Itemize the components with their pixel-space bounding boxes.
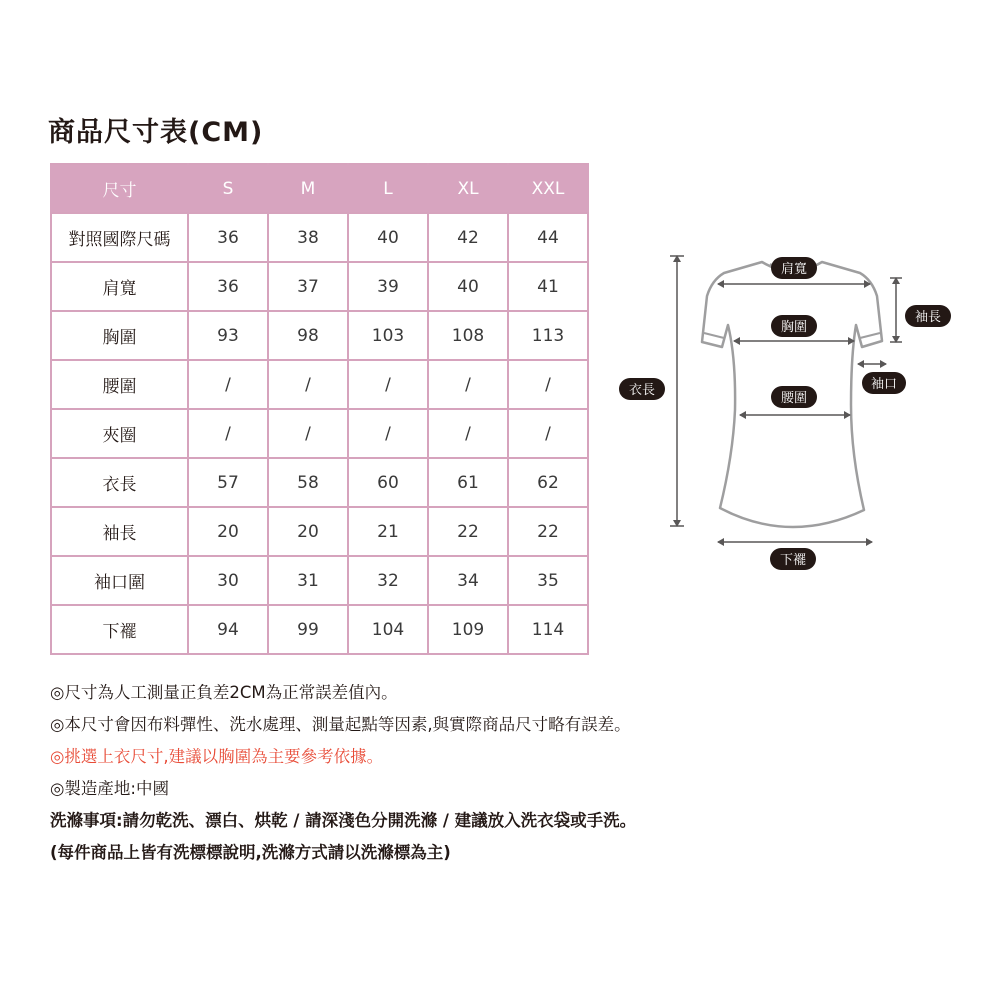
label-hem — [770, 548, 816, 570]
note-chest-reference: ◎挑選上衣尺寸,建議以胸圍為主要參考依據。 — [50, 747, 384, 766]
table-row — [51, 213, 588, 262]
table-cell: / — [188, 360, 268, 409]
table-cell: 104 — [348, 605, 428, 654]
label-sleeve-length — [905, 305, 951, 327]
table-cell: / — [508, 360, 588, 409]
table-cell: 38 — [268, 213, 348, 262]
table-row — [51, 360, 588, 409]
row-label: 胸圍 — [51, 311, 188, 360]
label-chest — [771, 315, 817, 337]
header-cell: L — [348, 164, 428, 213]
note-origin: ◎製造產地:中國 — [50, 779, 169, 798]
table-cell: 40 — [428, 262, 508, 311]
table-cell: 58 — [268, 458, 348, 507]
row-label: 對照國際尺碼 — [51, 213, 188, 262]
table-cell: 109 — [428, 605, 508, 654]
table-row — [51, 556, 588, 605]
header-cell: XXL — [508, 164, 588, 213]
row-label: 腰圍 — [51, 360, 188, 409]
row-label: 衣長 — [51, 458, 188, 507]
table-cell: 39 — [348, 262, 428, 311]
table-row — [51, 262, 588, 311]
table-cell: / — [348, 360, 428, 409]
label-shoulder — [771, 257, 817, 279]
note-washing-label: (每件商品上皆有洗標標說明,洗滌方式請以洗滌標為主) — [50, 843, 451, 862]
table-cell: 34 — [428, 556, 508, 605]
table-row — [51, 605, 588, 654]
row-label: 袖長 — [51, 507, 188, 556]
label-hem-text: 下襬 — [779, 553, 807, 568]
table-cell: 36 — [188, 262, 268, 311]
label-waist-text: 腰圍 — [780, 391, 808, 406]
table-cell: 35 — [508, 556, 588, 605]
label-cuff — [862, 372, 906, 394]
table-cell: / — [348, 409, 428, 458]
table-row — [51, 458, 588, 507]
label-shoulder-text: 肩寬 — [780, 262, 808, 277]
table-cell: 103 — [348, 311, 428, 360]
table-cell: 62 — [508, 458, 588, 507]
measurement-diagram — [600, 240, 960, 580]
notes — [50, 678, 636, 870]
label-waist — [771, 386, 817, 408]
table-cell: 57 — [188, 458, 268, 507]
table-cell: 108 — [428, 311, 508, 360]
header-cell: XL — [428, 164, 508, 213]
table-cell: 37 — [268, 262, 348, 311]
header-cell: M — [268, 164, 348, 213]
note-washing: 洗滌事項:請勿乾洗、漂白、烘乾 / 請深淺色分開洗滌 / 建議放入洗衣袋或手洗。 — [50, 811, 637, 830]
table-cell: 20 — [188, 507, 268, 556]
size-table — [50, 163, 589, 655]
table-cell: 36 — [188, 213, 268, 262]
table-cell: 32 — [348, 556, 428, 605]
label-chest-text: 胸圍 — [780, 320, 808, 335]
table-cell: / — [428, 409, 508, 458]
table-row — [51, 311, 588, 360]
table-cell: / — [428, 360, 508, 409]
row-label: 肩寬 — [51, 262, 188, 311]
table-cell: 41 — [508, 262, 588, 311]
table-cell: / — [268, 360, 348, 409]
table-cell: 114 — [508, 605, 588, 654]
row-label: 夾圈 — [51, 409, 188, 458]
table-cell: 93 — [188, 311, 268, 360]
table-cell: / — [268, 409, 348, 458]
table-cell: 21 — [348, 507, 428, 556]
note-variation: ◎本尺寸會因布料彈性、洗水處理、測量起點等因素,與實際商品尺寸略有誤差。 — [50, 715, 631, 734]
row-label: 袖口圍 — [51, 556, 188, 605]
table-cell: 61 — [428, 458, 508, 507]
table-cell: 94 — [188, 605, 268, 654]
table-cell: 22 — [428, 507, 508, 556]
table-cell: 98 — [268, 311, 348, 360]
table-cell: 22 — [508, 507, 588, 556]
table-cell: 42 — [428, 213, 508, 262]
label-cuff-text: 袖口 — [870, 377, 898, 392]
table-cell: 20 — [268, 507, 348, 556]
row-label: 下襬 — [51, 605, 188, 654]
label-length-text: 衣長 — [628, 383, 656, 398]
label-sleeve-length-text: 袖長 — [914, 310, 942, 325]
header-cell: S — [188, 164, 268, 213]
table-row — [51, 507, 588, 556]
table-cell: / — [508, 409, 588, 458]
note-tolerance: ◎尺寸為人工測量正負差2CM為正常誤差值內。 — [50, 683, 398, 702]
label-length — [619, 378, 665, 400]
table-cell: 99 — [268, 605, 348, 654]
table-header-row — [51, 164, 588, 213]
table-cell: 44 — [508, 213, 588, 262]
table-cell: 31 — [268, 556, 348, 605]
page-title: 商品尺寸表(CM) — [48, 117, 264, 148]
header-cell: 尺寸 — [51, 164, 188, 213]
table-cell: 30 — [188, 556, 268, 605]
table-row — [51, 409, 588, 458]
table-cell: / — [188, 409, 268, 458]
table-cell: 113 — [508, 311, 588, 360]
table-cell: 40 — [348, 213, 428, 262]
table-cell: 60 — [348, 458, 428, 507]
